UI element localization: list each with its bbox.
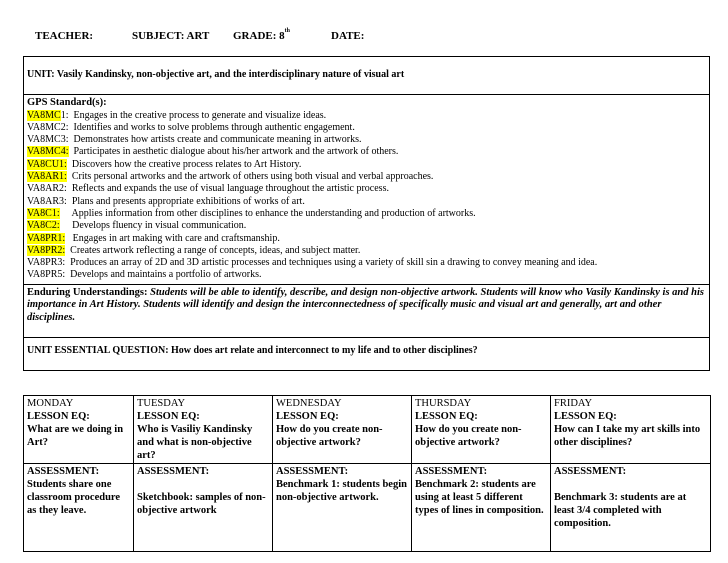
standard-item bbox=[27, 208, 706, 220]
standard-code: VA8C1: bbox=[27, 207, 60, 219]
date-label: DATE: bbox=[331, 30, 365, 42]
standard-item bbox=[27, 171, 706, 183]
standard-text: Crits personal artworks and the artwork of others using both visual and verbal approaches. bbox=[66, 171, 434, 183]
standard-code: VA8C2: bbox=[27, 220, 60, 232]
lesson-eq-text: Who is Vasiliy Kandinsky and what is non-objective art? bbox=[137, 424, 253, 461]
standard-text: Demonstrates how artists create and communicate meaning in artworks. bbox=[68, 134, 362, 146]
lesson-eq-label: LESSON EQ: bbox=[554, 411, 617, 422]
unit-plan-table bbox=[23, 56, 710, 371]
lesson-eq-label: LESSON EQ: bbox=[276, 411, 339, 422]
standard-code: VA8PR2: bbox=[27, 244, 66, 256]
day-cell-wednesday bbox=[273, 396, 412, 464]
standard-item bbox=[27, 134, 706, 146]
standard-item bbox=[27, 122, 706, 134]
day-name: FRIDAY bbox=[554, 398, 593, 409]
standard-text: Produces an array of 2D and 3D artistic processes and techniques using a variety of skill sin a drawing to convey meaning and idea. bbox=[65, 257, 598, 269]
unit-title: UNIT: Vasily Kandinsky, non-objective art, and the interdisciplinary nature of visual art bbox=[27, 69, 405, 80]
standard-code: VA8CU1: bbox=[27, 158, 67, 170]
assessment-row bbox=[24, 464, 711, 552]
assessment-spacer bbox=[554, 478, 707, 491]
lesson-eq-text: What are we doing in Art? bbox=[27, 424, 124, 448]
assessment-text: Benchmark 2: students are using at least 5 different types of lines in composition. bbox=[415, 479, 544, 516]
assessment-text: Benchmark 1: students begin non-objective artwork. bbox=[276, 479, 407, 503]
standard-code: VA8MC3: bbox=[27, 134, 69, 146]
standard-code: VA8MC4: bbox=[27, 146, 69, 158]
assessment-text: Sketchbook: samples of non-objective artwork bbox=[137, 492, 266, 516]
day-cell-monday bbox=[24, 396, 134, 464]
standard-code: VA8MC bbox=[27, 109, 61, 121]
assessment-spacer bbox=[137, 478, 269, 491]
standard-code: VA8AR3: bbox=[27, 195, 67, 207]
day-name: TUESDAY bbox=[137, 398, 186, 409]
standard-code: VA8PR1: bbox=[27, 232, 66, 244]
assessment-label: ASSESSMENT: bbox=[554, 466, 627, 477]
standard-text: Plans and presents appropriate exhibitions of works of art. bbox=[66, 195, 305, 207]
standard-item bbox=[27, 196, 706, 208]
standard-item bbox=[27, 269, 706, 281]
lesson-eq-row bbox=[24, 396, 711, 464]
standard-text: Participates in aesthetic dialogue about his/her artwork and the artwork of others. bbox=[68, 146, 399, 158]
teacher-label: TEACHER: bbox=[35, 30, 94, 42]
standard-item bbox=[27, 220, 706, 232]
day-name: WEDNESDAY bbox=[276, 398, 342, 409]
assessment-cell-tuesday bbox=[134, 464, 273, 552]
lesson-eq-label: LESSON EQ: bbox=[27, 411, 90, 422]
standard-text: Applies information from other disciplines to enhance the understanding and production of artworks. bbox=[59, 207, 476, 219]
grade-label bbox=[233, 30, 290, 42]
standard-item bbox=[27, 233, 706, 245]
day-name: MONDAY bbox=[27, 398, 74, 409]
standard-code: VA8PR3: bbox=[27, 257, 66, 269]
standard-text: Develops fluency in visual communication. bbox=[59, 220, 247, 232]
weekly-schedule-table bbox=[23, 395, 711, 552]
subject-label: SUBJECT: ART bbox=[132, 30, 210, 42]
standard-item bbox=[27, 245, 706, 257]
assessment-label: ASSESSMENT: bbox=[137, 466, 210, 477]
standard-item bbox=[27, 146, 706, 158]
standard-item bbox=[27, 159, 706, 171]
enduring-text: Students will be able to identify, describe, and design non-objective artwork. Students will know who Vasily Kandinsky is and his importance in Art History. Students will identify and design the interconnectedness of specifically music and visual art and generally, art and other disciplines. bbox=[27, 286, 704, 323]
gps-title: GPS Standard(s): bbox=[27, 97, 107, 108]
grade-text: GRADE: 8 bbox=[233, 30, 285, 42]
standard-code: VA8PR5: bbox=[27, 269, 66, 281]
assessment-label: ASSESSMENT: bbox=[27, 466, 100, 477]
standard-item bbox=[27, 110, 706, 122]
standard-item bbox=[27, 183, 706, 195]
lesson-eq-label: LESSON EQ: bbox=[137, 411, 200, 422]
unit-cell bbox=[24, 57, 710, 95]
standard-text: Identifies and works to solve problems through authentic engagement. bbox=[68, 121, 355, 133]
standard-text: Develops and maintains a portfolio of artworks. bbox=[65, 269, 262, 281]
assessment-cell-friday bbox=[551, 464, 711, 552]
lesson-eq-label: LESSON EQ: bbox=[415, 411, 478, 422]
standard-text: Discovers how the creative process relates to Art History. bbox=[66, 158, 302, 170]
grade-sup: th bbox=[284, 28, 290, 34]
header-row bbox=[0, 22, 728, 42]
enduring-label: Enduring Understandings: bbox=[27, 286, 148, 298]
essential-question: UNIT ESSENTIAL QUESTION: How does art relate and interconnect to my life and to other disciplines? bbox=[27, 344, 478, 356]
assessment-cell-wednesday bbox=[273, 464, 412, 552]
standard-code: VA8MC2: bbox=[27, 121, 69, 133]
standards-cell bbox=[24, 95, 710, 285]
standard-item bbox=[27, 257, 706, 269]
lesson-eq-text: How do you create non-objective artwork? bbox=[415, 424, 522, 448]
day-cell-tuesday bbox=[134, 396, 273, 464]
lesson-eq-text: How do you create non-objective artwork? bbox=[276, 424, 383, 448]
standard-text: Creates artwork reflecting a range of concepts, ideas, and subject matter. bbox=[65, 244, 361, 256]
standard-text: 1: Engages in the creative process to generate and visualize ideas. bbox=[60, 109, 327, 121]
lesson-eq-text: How can I take my art skills into other disciplines? bbox=[554, 424, 701, 448]
essential-question-cell bbox=[24, 337, 710, 370]
day-cell-friday bbox=[551, 396, 711, 464]
enduring-understandings-cell bbox=[24, 284, 710, 337]
day-name: THURSDAY bbox=[415, 398, 472, 409]
day-cell-thursday bbox=[412, 396, 551, 464]
assessment-cell-thursday bbox=[412, 464, 551, 552]
assessment-text: Benchmark 3: students are at least 3/4 completed with composition. bbox=[554, 492, 687, 529]
standard-text: Reflects and expands the use of visual language throughout the artistic process. bbox=[66, 183, 389, 195]
standard-code: VA8AR1: bbox=[27, 171, 67, 183]
assessment-text: Students share one classroom procedure as they leave. bbox=[27, 479, 121, 516]
assessment-cell-monday bbox=[24, 464, 134, 552]
standard-code: VA8AR2: bbox=[27, 183, 67, 195]
standard-text: Engages in art making with care and craftsmanship. bbox=[65, 232, 280, 244]
standards-list bbox=[27, 110, 706, 282]
assessment-label: ASSESSMENT: bbox=[415, 466, 488, 477]
assessment-label: ASSESSMENT: bbox=[276, 466, 349, 477]
